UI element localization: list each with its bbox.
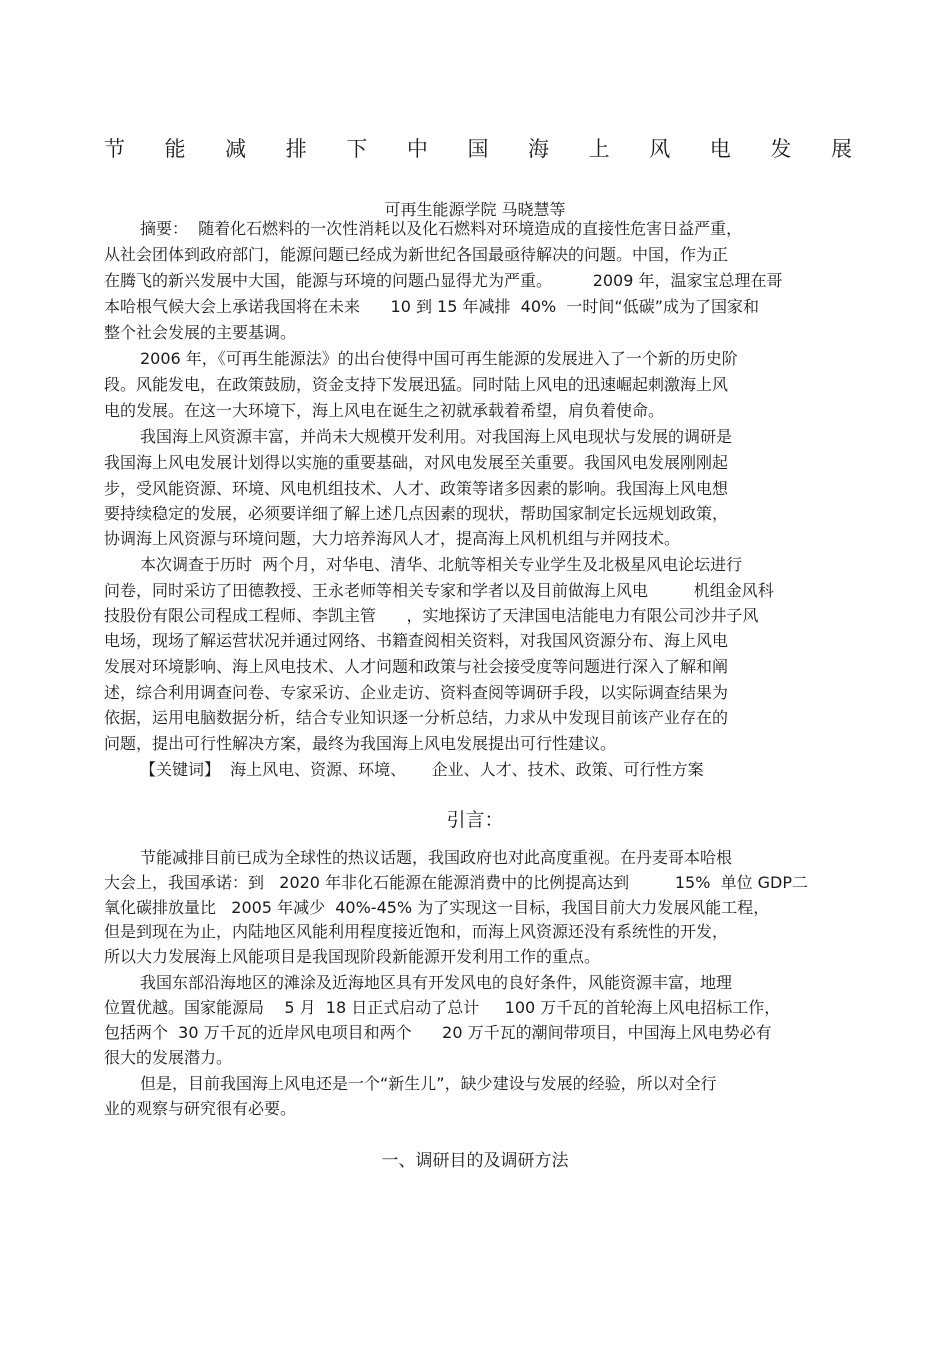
document-title (104, 133, 852, 163)
title-char: 发 (770, 137, 792, 161)
paragraph-line: 协调海上风资源与环境问题，大力培养海风人才，提高海上风机机组与并网技术。 (104, 529, 681, 548)
paragraph-line: 氧化碳排放量比 2005 年减少 40%-45% 为了实现这一目标，我国目前大力发展风能工程， (104, 898, 770, 917)
paragraph-line: 依据，运用电脑数据分析，结合专业知识逐一分析总结，力求从中发现目前该产业存在的 (104, 708, 729, 727)
title-char: 节 (104, 137, 125, 161)
paragraph-line: 步，受风能资源、环境、风电机组技术、人才、政策等诸多因素的影响。我国海上风电想 (104, 479, 729, 498)
title-char: 海 (528, 137, 550, 161)
paragraph-line: 包括两个 30 万千瓦的近岸风电项目和两个 20 万千瓦的潮间带项目，中国海上风电势必有 (104, 1023, 772, 1042)
paragraph-line: 位置优越。国家能源局 5 月 18 日正式启动了总计 100 万千瓦的首轮海上风电招标工作， (104, 998, 781, 1017)
keywords-line: 【关键词】 海上风电、资源、环境、 企业、人才、技术、政策、可行性方案 (140, 760, 704, 779)
title-char: 国 (467, 137, 489, 161)
paragraph-line: 大会上，我国承诺：到 2020 年非化石能源在能源消费中的比例提高达到 15% 单位 GDP二 (104, 873, 809, 892)
section-heading: 一、调研目的及调研方法 (381, 1151, 569, 1171)
paragraph-line: 问题，提出可行性解决方案，最终为我国海上风电发展提出可行性建议。 (104, 734, 617, 753)
abstract-line: 本哈根气候大会上承诺我国将在未来 10 到 15 年减排 40% 一时间“低碳”成为了国家和 (104, 297, 759, 316)
paragraph-line: 述，综合利用调查问卷、专家采访、企业走访、资料查阅等调研手段，以实际调查结果为 (104, 683, 729, 702)
intro-heading: 引言： (446, 809, 504, 831)
paragraph-line: 所以大力发展海上风能项目是我国现阶段新能源开发利用工作的重点。 (104, 947, 601, 966)
paragraph-line: 电的发展。在这一大环境下，海上风电在诞生之初就承载着希望，肩负着使命。 (104, 401, 665, 420)
paragraph-line: 但是到现在为止，内陆地区风能利用程度接近饱和，而海上风资源还没有系统性的开发， (104, 922, 729, 941)
title-char: 下 (346, 137, 368, 161)
paragraph-line: 我国海上风电发展计划得以实施的重要基础，对风电发展至关重要。我国风电发展刚刚起 (104, 453, 729, 472)
title-char: 中 (406, 137, 428, 161)
paragraph-line: 要持续稳定的发展，必须要详细了解上述几点因素的现状，帮助国家制定长远规划政策， (104, 504, 729, 523)
title-char: 能 (164, 137, 186, 161)
paragraph-line: 2006 年，《可再生能源法》的出台使得中国可再生能源的发展进入了一个新的历史阶 (140, 349, 738, 368)
title-char: 展 (830, 137, 852, 161)
paragraph-line: 我国东部沿海地区的滩涂及近海地区具有开发风电的良好条件，风能资源丰富，地理 (140, 973, 733, 992)
paragraph-line: 但是，目前我国海上风电还是一个“新生儿”，缺少建设与发展的经验，所以对全行 (140, 1074, 717, 1093)
paragraph-line: 本次调查于历时 两个月，对华电、清华、北航等相关专业学生及北极星风电论坛进行 (140, 555, 743, 574)
abstract-line: 从社会团体到政府部门，能源问题已经成为新世纪各国最亟待解决的问题。中国，作为正 (104, 245, 729, 264)
title-char: 上 (588, 137, 610, 161)
author-line: 可再生能源学院 马晓慧等 (384, 200, 566, 219)
paragraph-line: 段。风能发电，在政策鼓励，资金支持下发展迅猛。同时陆上风电的迅速崛起刺激海上风 (104, 375, 729, 394)
paragraph-line: 业的观察与研究很有必要。 (104, 1099, 297, 1118)
paragraph-line: 节能减排目前已成为全球性的热议话题，我国政府也对此高度重视。在丹麦哥本哈根 (140, 848, 733, 867)
abstract-line: 摘要： 随着化石燃料的一次性消耗以及化石燃料对环境造成的直接性危害日益严重， (140, 219, 743, 238)
title-char: 排 (285, 137, 307, 161)
paragraph-line: 我国海上风资源丰富，并尚未大规模开发利用。对我国海上风电现状与发展的调研是 (140, 427, 733, 446)
paragraph-line: 发展对环境影响、海上风电技术、人才问题和政策与社会接受度等问题进行深入了解和阐 (104, 657, 729, 676)
title-char: 减 (225, 137, 247, 161)
paragraph-line: 技股份有限公司程成工程师、李凯主管 ，实地探访了天津国电洁能电力有限公司沙井子风 (104, 606, 759, 625)
abstract-line: 整个社会发展的主要基调。 (104, 323, 297, 342)
paragraph-line: 很大的发展潜力。 (104, 1048, 233, 1067)
paragraph-line: 问卷，同时采访了田德教授、王永老师等相关专家和学者以及目前做海上风电 机组金风科 (104, 581, 774, 600)
paragraph-line: 电场，现场了解运营状况并通过网络、书籍查阅相关资料，对我国风资源分布、海上风电 (104, 631, 729, 650)
title-char: 电 (709, 137, 731, 161)
abstract-line: 在腾飞的新兴发展中大国，能源与环境的问题凸显得尤为严重。 2009 年，温家宝总理在哥 (104, 271, 783, 290)
title-char: 风 (649, 137, 671, 161)
